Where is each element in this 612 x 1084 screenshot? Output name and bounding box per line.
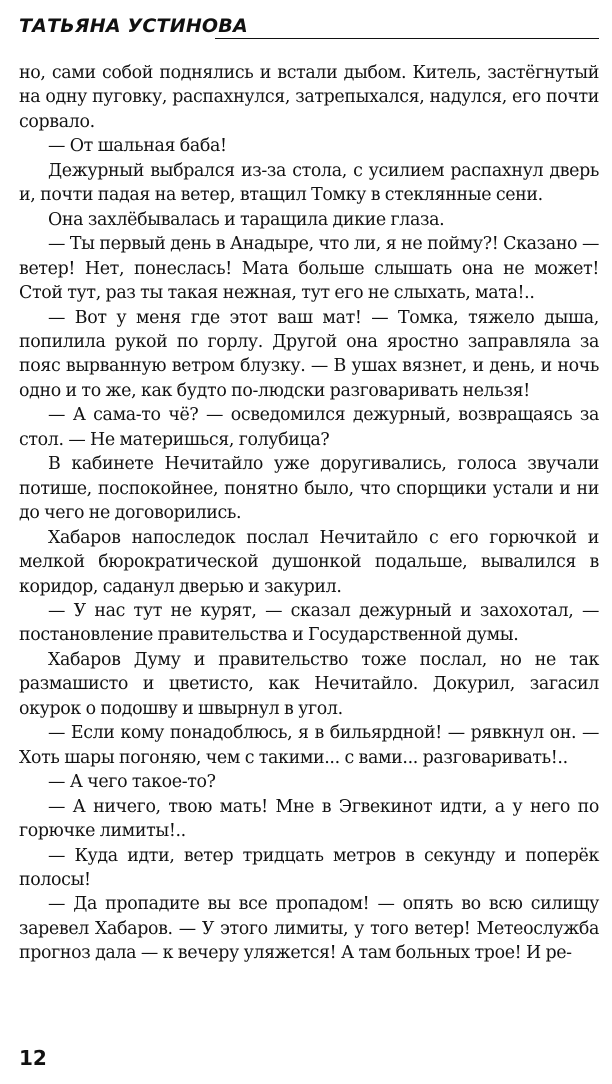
paragraph: Дежурный выбрался из-за стола, с усилием распахнул дверь и, почти падая на ветер, втащил Томку в стеклянные сени. [19,160,599,206]
body-text [19,61,599,966]
paragraph: — А чего такое-то? [48,772,216,793]
paragraph: — От шальная баба! [48,136,227,157]
paragraph: Хабаров напоследок послал Нечитайло с его горючкой и мелкой бюрократической душонкой подальше, вывалился в коридор, саданул дверью и закурил. [19,527,599,597]
paragraph: — Да пропадите вы все пропадом! — опять во всю силищу заревел Хабаров. — У этого лимиты, у того ветер! Метеослужба прогноз дала — к вечеру уляжется! А там больных трое! И ре- [19,894,599,964]
paragraph: — Вот у меня где этот ваш мат! — Томка, тяжело дыша, попилила рукой по горлу. Другой она яростно заправляла за пояс вырванную ветром блузку. — В ушах вязнет, и день, и ночь одно и то же, как будто по-людски разговаривать нельзя! [19,307,599,401]
paragraph: — У нас тут не курят, — сказал дежурный и захохотал, — постановление правительства и Государственной думы. [19,600,599,646]
paragraph: — Ты первый день в Анадыре, что ли, я не пойму?! Сказано — ветер! Нет, понеслась! Мата больше слышать она не может! Стой тут, раз ты такая нежная, тут его не слыхать, мата!.. [19,234,599,304]
paragraph: но, сами собой поднялись и встали дыбом. Китель, застёгнутый на одну пуговку, распахнулся, затрепыхался, надулся, его почти сорвало. [19,63,599,132]
paragraph: — А сама-то чё? — осведомился дежурный, возвращаясь за стол. — Не материшься, голубица? [19,405,599,450]
paragraph: Хабаров Думу и правительство тоже послал, но не так размашисто и цветисто, как Нечитайло. Докурил, загасил окурок о подошву и швырнул в угол. [19,649,599,719]
paragraph: В кабинете Нечитайло уже доругивались, голоса звучали потише, поспокойнее, понятно было, что спорщики устали и ни до чего не договорились. [19,454,599,524]
paragraph: — Если кому понадоблюсь, я в бильярдной! — рявкнул он. — Хоть шары погоняю, чем с такими... с вами... разговаривать!.. [19,723,599,768]
page-number: 12 [19,1046,47,1070]
paragraph: — Куда идти, ветер тридцать метров в секунду и поперёк полосы! [19,845,599,890]
running-head [19,12,599,40]
paragraph: — А ничего, твою мать! Мне в Эгвекинот идти, а у него по горючке лимиты!.. [19,796,599,842]
paragraph: Она захлёбывалась и таращила дикие глаза. [48,209,445,230]
header-rule [215,38,599,39]
author-name: ТАТЬЯНА УСТИНОВА [19,15,248,37]
